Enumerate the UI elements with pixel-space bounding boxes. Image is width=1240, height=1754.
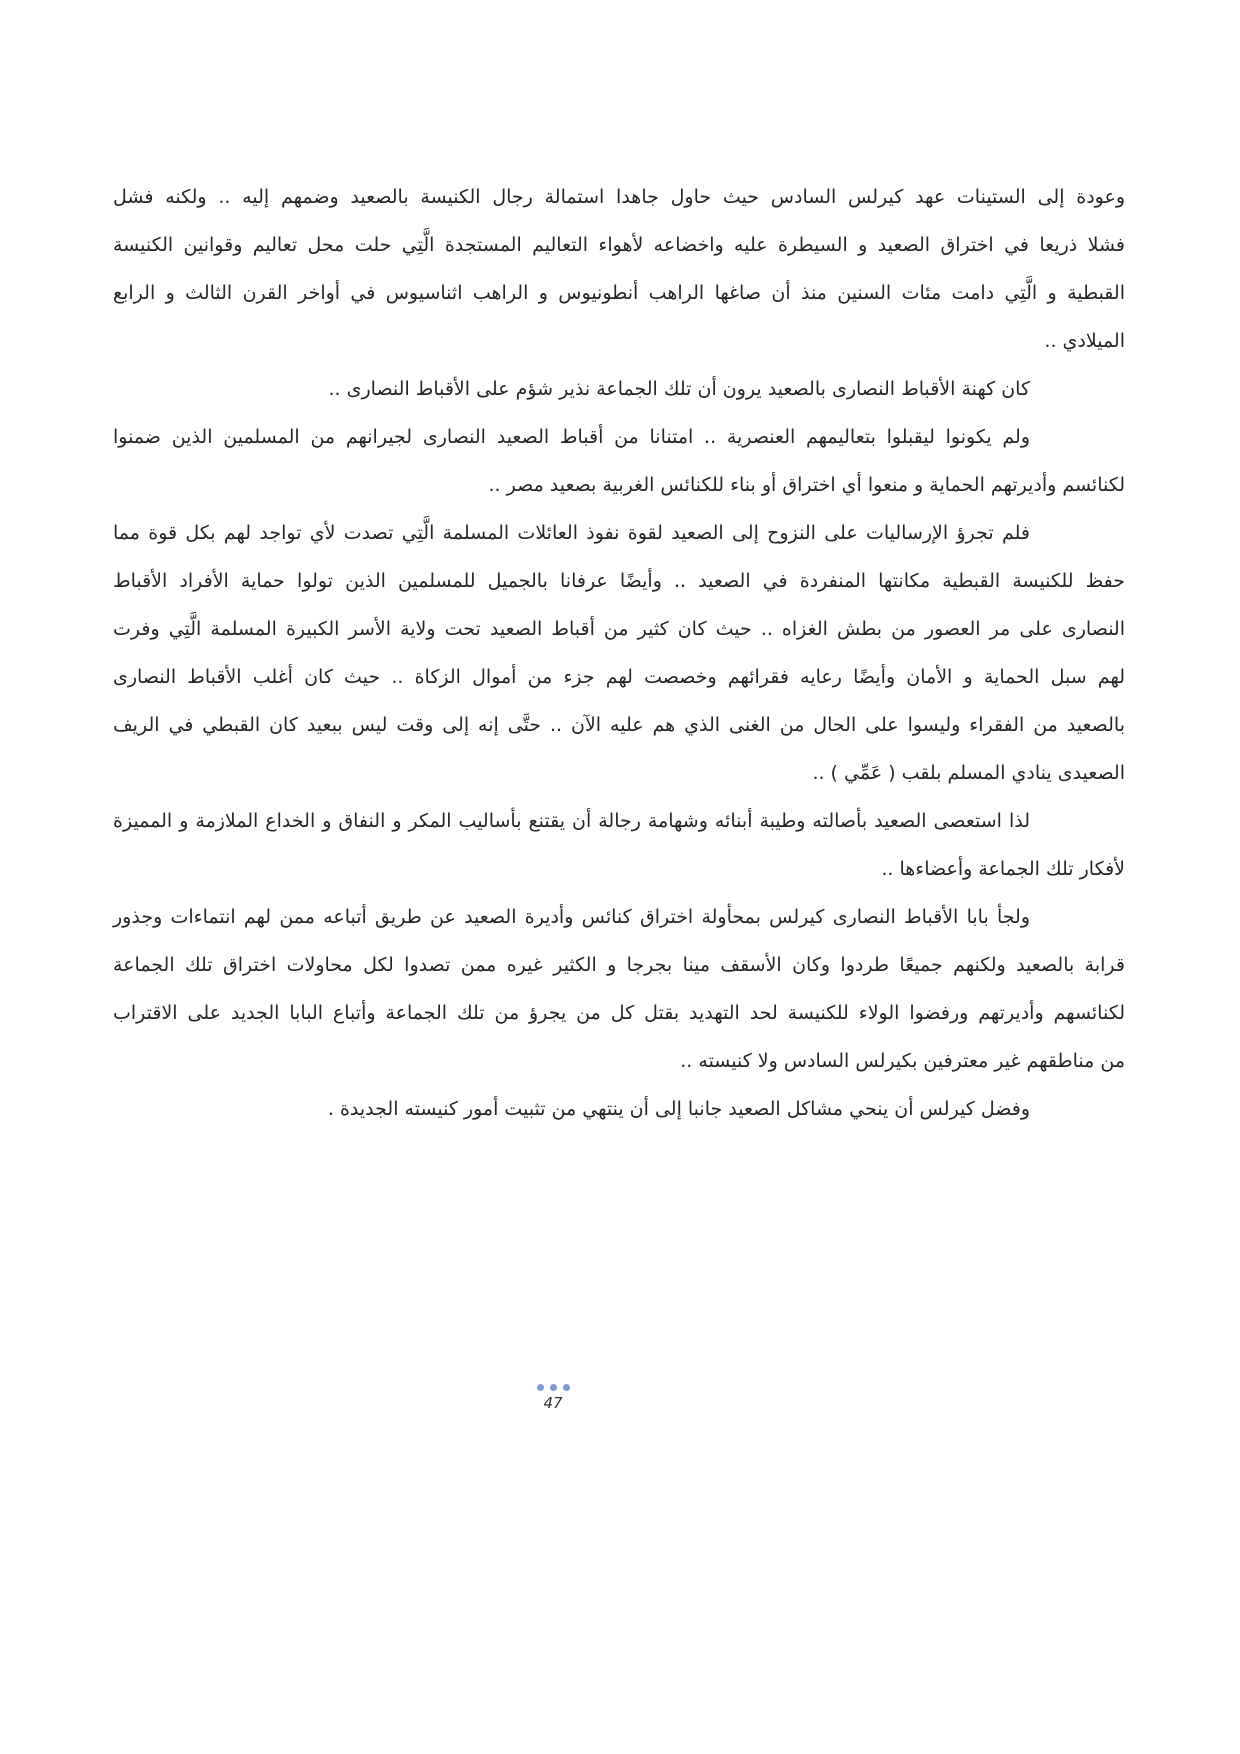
paragraph [113, 365, 1125, 413]
text-line: لذا استعصى الصعيد بأصالته وطيبة أبنائه وشهامة رجالة أن يقتنع بأساليب المكر و النفاق و الخداع الملازمة و المميزة [113, 810, 1030, 832]
paragraph [113, 893, 1125, 1085]
page-ornament-dot [563, 1384, 570, 1391]
paragraph [113, 509, 1125, 797]
text-line: ولم يكونوا ليقبلوا بتعاليمهم العنصرية .. امتنانا من أقباط الصعيد النصارى لجيرانهم من المسلمين الذين ضمنوا [113, 426, 1030, 448]
text-line: بالصعيد من الفقراء وليسوا على الحال من الغنى الذي هم عليه الآن .. حتَّى إنه إلى وقت ليس ببعيد كان القبطي في الريف [113, 714, 1125, 736]
page-ornament-dot [550, 1384, 557, 1391]
text-line: لكنائسم وأديرتهم الحماية و منعوا أي اختراق أو بناء للكنائس الغربية بصعيد مصر .. [488, 474, 1125, 496]
text-line: ولجأ بابا الأقباط النصارى كيرلس بمحأولة اختراق كنائس وأديرة الصعيد عن طريق أتباعه ممن لهم انتماءات وجذور [113, 906, 1030, 928]
page-ornament [503, 1384, 603, 1392]
text-line: لكنائسهم وأديرتهم ورفضوا الولاء للكنيسة لحد التهديد بقتل كل من يجرؤ من تلك الجماعة وأتباع البابا الجديد على الاقتراب [113, 1002, 1125, 1024]
page-footer [503, 1384, 603, 1412]
text-line: الصعيدى ينادي المسلم بلقب ( عَمِّي ) .. [812, 762, 1125, 784]
text-line: النصارى على مر العصور من بطش الغزاه .. حيث كان كثير من أقباط الصعيد تحت ولاية الأسر الكبيرة المسلمة الَّتِي وفرت [113, 618, 1125, 640]
text-line: الميلادي .. [1044, 330, 1125, 352]
text-line: لأفكار تلك الجماعة وأعضاءها .. [881, 858, 1125, 880]
paragraph [113, 797, 1125, 893]
text-line: فلم تجرؤ الإرساليات على النزوح إلى الصعيد لقوة نفوذ العائلات المسلمة الَّتِي تصدت لأي تواجد لهم بكل قوة مما [113, 522, 1030, 544]
text-line: كان كهنة الأقباط النصارى بالصعيد يرون أن تلك الجماعة نذير شؤم على الأقباط النصارى .. [328, 378, 1030, 400]
text-line: القبطية و الَّتِي دامت مئات السنين منذ أن صاغها الراهب أنطونيوس و الراهب اثناسيوس في أواخر القرن الثالث و الرابع [113, 282, 1125, 304]
page-number: 47 [543, 1394, 563, 1412]
paragraph [113, 1085, 1125, 1133]
paragraph [113, 413, 1125, 509]
text-line: حفظ للكنيسة القبطية مكانتها المنفردة في الصعيد .. وأيضًا عرفانا بالجميل للمسلمين الذين تولوا حماية الأفراد الأقباط [113, 570, 1125, 592]
text-line: وعودة إلى الستينات عهد كيرلس السادس حيث حاول جاهدا استمالة رجال الكنيسة بالصعيد وضمهم إليه .. ولكنه فشل [113, 186, 1125, 208]
text-line: لهم سبل الحماية و الأمان وأيضًا رعايه فقرائهم وخصصت لهم جزء من أموال الزكاة .. حيث كان أغلب الأقباط النصارى [113, 666, 1125, 688]
text-line: فشلا ذريعا في اختراق الصعيد و السيطرة عليه واخضاعه لأهواء التعاليم المستجدة الَّتِي حلت محل تعاليم وقوانين الكنيسة [113, 234, 1125, 256]
text-line: قرابة بالصعيد ولكنهم جميعًا طردوا وكان الأسقف مينا بجرجا و الكثير غيره ممن تصدوا لكل محاولات اختراق تلك الجماعة [113, 954, 1125, 976]
paragraph [113, 173, 1125, 365]
text-line: من مناطقهم غير معترفين بكيرلس السادس ولا كنيسته .. [680, 1050, 1125, 1072]
text-line: وفضل كيرلس أن ينحي مشاكل الصعيد جانبا إلى أن ينتهي من تثبيت أمور كنيسته الجديدة . [327, 1098, 1030, 1120]
body-text [113, 173, 1125, 1133]
page-ornament-dot [537, 1384, 544, 1391]
